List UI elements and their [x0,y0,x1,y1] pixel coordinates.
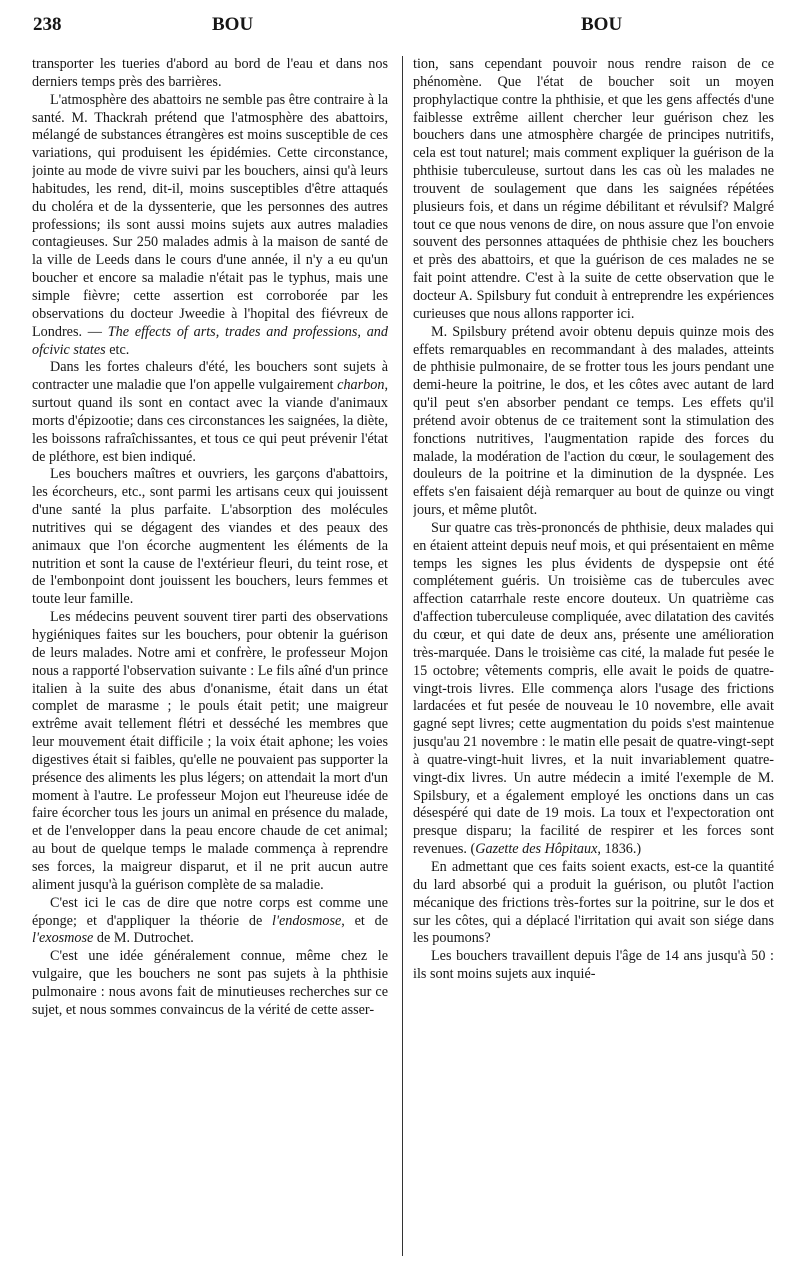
paragraph: tion, sans cependant pouvoir nous rendre raison de ce phénomène. Que l'état de boucher soit un moyen prophylactique contre la phthisie, et que les gens affectés d'une faiblesse extrême aillent chercher leur guérison chez les bouchers dans une atmosphère chargée de principes nutritifs, cela est tout naturel; mais comment expliquer la guérison de la phthisie tuberculeuse, surtout dans les cas où les malades ne trouvent de soulagement que dans les saignées répétées plusieurs fois, et dans un régime débilitant et révulsif? Malgré tout ce que nous venons de dire, on nous assure que l'on envoie souvent des personnes attaquées de phthisie chez les bouchers et près des abattoirs, et que la guérison de ces malades ne se fait point attendre. C'est à la suite de cette observation que le docteur A. Spilsbury fut conduit à entreprendre les expériences curieuses que nous allons rapporter ici. [413,56,774,322]
running-head-right: BOU [581,14,623,35]
paragraph: C'est une idée généralement connue, même chez le vulgaire, que les bouchers ne sont pas sujets à la phthisie pulmonaire : nous avons fait de minutieuses recherches sur ce sujet, et nous sommes convaincus de la vérité de cette asser- [32,948,388,1018]
left-column [32,56,388,1261]
paragraph: Sur quatre cas très-prononcés de phthisie, deux malades qui en étaient atteint depuis neuf mois, et qui présentaient en même temps les signes les plus évidents de dyspepsie ont été complétement guéris. Un troisième cas de tubercules avec affection catarrhale reste encore douteux. Un quatrième cas d'affection tuberculeuse compliquée, avec dilatation des cavités du cœur, et qui date de deux ans, présente une amélioration très-marquée. Dans le troisième cas cité, la malade fut pesée le 15 octobre; vêtements compris, elle avait le poids de quatre-vingt-trois livres. Elle commença alors l'usage des frictions lardacées et fut pesée de nouveau le 10 novembre, elle avait gagné sept livres; cette augmentation du poids s'est maintenue jusqu'au 21 novembre : le matin elle pesait de quatre-vingt-sept à quatre-vingt-huit livres, et la nuit invariablement quatre-vingt-dix livres. Un autre médecin a imité l'exemple de M. Spilsbury, et a également employé les onctions dans un cas désespéré qui date de 19 mois. La toux et l'expectoration ont presque disparu; la facilité de respirer et les forces sont revenues. (Gazette des Hôpitaux, 1836.) [413,519,774,858]
paragraph: Les médecins peuvent souvent tirer parti des observations hygiéniques faites sur les bouchers, pour obtenir la guérison de leurs malades. Notre ami et confrère, le professeur Mojon nous a rapporté l'observation suivante : Le fils aîné d'un prince italien à la suite des abus d'onanisme, était dans un état complet de marasme ; le pouls était petit; une maigreur extrême avait tellement flétri et desséché les membres que leur mouvement était difficile ; la voix était aphone; les voies digestives était si faibles, qu'elle ne pouvaient pas supporter la présence des aliments les plus légers; on attendait la mort d'un moment à l'autre. Le professeur Mojon eut l'heureuse idée de faire écorcher tous les jours un animal en présence du malade, et de l'envelopper dans la peau encore chaude de cet animal; au bout de quelque temps le malade commença à reprendre ses forces, la maigreur disparut, et il ne prit aucun autre aliment jusqu'à la guérison complète de sa maladie. [32,609,388,893]
right-column [413,56,774,1261]
paragraph: C'est ici le cas de dire que notre corps est comme une éponge; et d'appliquer la théorie de l'endosmose, et de l'exosmose de M. Dutrochet. [32,894,388,947]
paragraph: Les bouchers maîtres et ouvriers, les garçons d'abattoirs, les écorcheurs, etc., sont parmi les artisans ceux qui jouissent d'une santé la plus parfaite. L'absorption des molécules nutritives qui se dégagent des viandes et des peaux des animaux que l'on écorche augmentent les éléments de la nutrition et sont la cause de l'extérieur fleuri, du teint rose, et de l'embonpoint dont jouissent les bouchers, leurs femmes et toute leur famille. [32,466,388,608]
paragraph: transporter les tueries d'abord au bord de l'eau et dans nos derniers temps près des barrières. [32,56,388,90]
column-divider [402,56,403,1256]
paragraph: L'atmosphère des abattoirs ne semble pas être contraire à la santé. M. Thackrah prétend que l'atmosphère des abattoirs, mélangé de substances étrangères est moins susceptible de ces variations, qui produisent les épidémies. Cette circonstance, jointe au mode de vivre suivi par les bouchers, ainsi qu'à leurs habitudes, les rend, dit-il, moins susceptibles d'être attaqués du choléra et de la dyssenterie, que les personnes des autres professions; ils sont aussi moins sujets aux autres maladies contagieuses. Sur 250 malades admis à la maison de santé de la ville de Leeds dans le cours d'une année, il n'y a eu qu'un boucher et encore sa maladie n'était pas le typhus, mais une simple fièvre; cette assertion est corroborée par les observations du docteur Jweedie à l'hopital des fiévreux de Londres. — The effects of arts, trades and professions, and ofcivic states etc. [32,91,388,358]
paragraph: M. Spilsbury prétend avoir obtenu depuis quinze mois des effets remarquables en recommandant à des malades, atteints de phthisie pulmonaire, de se frotter tous les jours pendant une demi-heure la poitrine, le dos, et les côtes avec autant de lard qu'il peut s'en absorber pendant ce temps. Les effets qu'il prétend avoir obtenus de ce traitement sont la stimulation des fonctions nutritives, l'augmentation rapide des forces du malade, la modération de l'action du cœur, le soulagement des douleurs de la poitrine et la diminution de la dyspnée. Les effets s'en faisaient déjà remarquer au bout de quinze ou vingt jours, et même plutôt. [413,323,774,519]
paragraph: Dans les fortes chaleurs d'été, les bouchers sont sujets à contracter une maladie que l'on appelle vulgairement charbon, surtout quand ils sont en contact avec la viande d'animaux morts d'épizootie; dans ces circonstances les saignées, la diète, les boissons rafraîchissantes, et tous ce qui peut prévenir l'état de pléthore, est bien indiqué. [32,359,388,465]
paragraph: Les bouchers travaillent depuis l'âge de 14 ans jusqu'à 50 : ils sont moins sujets aux inquié- [413,948,774,983]
running-head-left: BOU [212,14,254,35]
page-number: 238 [33,14,62,35]
page-header [0,14,800,54]
paragraph: En admettant que ces faits soient exacts, est-ce la quantité du lard absorbé qui a produit la guérison, ou plutôt l'action mécanique des frictions très-fortes sur la poitrine, sur le dos et sur les côtes, qui a déplacé l'irritation qui avait son siége dans les poumons? [413,858,774,947]
